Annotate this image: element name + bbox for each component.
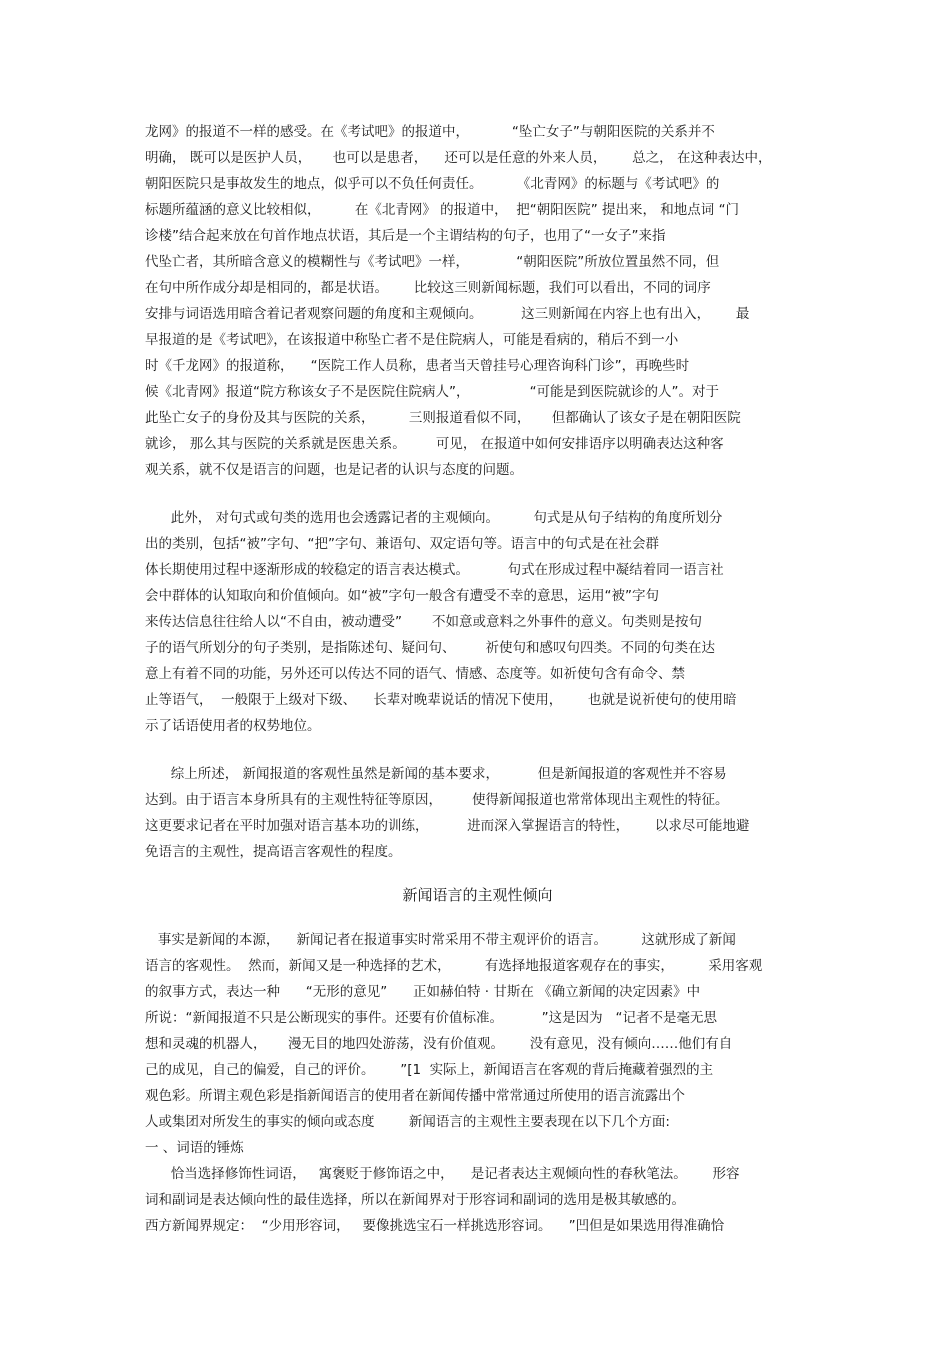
text-line: 观色彩。所谓主观色彩是指新闻语言的使用者在新闻传播中常常通过所使用的语言流露出个 <box>145 1088 685 1104</box>
text-line: 事实是新闻的本源， 新闻记者在报道事实时常采用不带主观评价的语言。 这就形成了新闻 <box>145 932 736 948</box>
text-line: 来传达信息往往给人以“不自由，被动遭受” 不如意或意料之外事件的意义。句类则是按句 <box>145 614 703 630</box>
text-line: 示了话语使用者的权势地位。 <box>145 718 321 734</box>
text-line: 龙网》的报道不一样的感受。在《考试吧》的报道中， “坠亡女子”与朝阳医院的关系并不 <box>145 124 715 140</box>
text-line: 候《北青网》报道“院方称该女子不是医院住院病人”， “可能是到医院就诊的人”。对于 <box>145 384 720 400</box>
text-line: 语言的客观性。 然而，新闻又是一种选择的艺术， 有选择地报道客观存在的事实， 采用客观 <box>145 958 763 974</box>
text-line: 此外， 对句式或句类的选用也会透露记者的主观倾向。 句式是从句子结构的角度所划分 <box>145 510 723 526</box>
text-line: 意上有着不同的功能，另外还可以传达不同的语气、情感、态度等。如祈使句含有命令、禁 <box>145 666 685 682</box>
text-line: 子的语气所划分的句子类别，是指陈述句、疑问句、 祈使句和感叹句四类。不同的句类在达 <box>145 640 716 656</box>
text-line: 想和灵魂的机器人， 漫无目的地四处游荡，没有价值观。 没有意见，没有倾向……他们有自 <box>145 1036 733 1052</box>
text-line: 的叙事方式，表达一种 “无形的意见” 正如赫伯特 · 甘斯在 《确立新闻的决定因素》中 <box>145 984 701 1000</box>
text-line: 词和副词是表达倾向性的最佳选择，所以在新闻界对于形容词和副词的选用是极其敏感的。 <box>145 1192 685 1208</box>
text-line: 朝阳医院只是事故发生的地点，似乎可以不负任何责任。 《北青网》的标题与《考试吧》的 <box>145 176 720 192</box>
text-line: 体长期使用过程中逐渐形成的较稳定的语言表达模式。 句式在形成过程中凝结着同一语言社 <box>145 562 724 578</box>
text-line: 己的成见，自己的偏爱，自己的评价。 ”[1 实际上，新闻语言在客观的背后掩藏着强烈的主 <box>145 1062 714 1078</box>
text-line: 在句中所作成分却是相同的，都是状语。 比较这三则新闻标题，我们可以看出，不同的词序 <box>145 280 711 296</box>
text-line: 安排与词语选用暗含着记者观察问题的角度和主观倾向。 这三则新闻在内容上也有出入， 最 <box>145 306 750 322</box>
text-line: 此坠亡女子的身份及其与医院的关系， 三则报道看似不同， 但都确认了该女子是在朝阳医院 <box>145 410 741 426</box>
text-line: 达到。由于语言本身所具有的主观性特征等原因， 使得新闻报道也常常体现出主观性的特征。 <box>145 792 729 808</box>
subheading: 一 、词语的锤炼 <box>145 1140 244 1156</box>
text-line: 恰当选择修饰性词语， 寓褒贬于修饰语之中， 是记者表达主观倾向性的春秋笔法。 形容 <box>145 1166 740 1182</box>
text-line: 就诊， 那么其与医院的关系就是医患关系。 可见， 在报道中如何安排语序以明确表达这种客 <box>145 436 724 452</box>
text-line: 止等语气， 一般限于上级对下级、 长辈对晚辈说话的情况下使用， 也就是说祈使句的使用暗 <box>145 692 737 708</box>
text-line: 免语言的主观性，提高语言客观性的程度。 <box>145 844 402 860</box>
text-line: 综上所述， 新闻报道的客观性虽然是新闻的基本要求， 但是新闻报道的客观性并不容易 <box>145 766 727 782</box>
text-line: 所说：“新闻报道不只是公断现实的事件。还要有价值标准。 ”这是因为 “记者不是毫无思 <box>145 1010 717 1026</box>
text-line: 观关系，就不仅是语言的问题，也是记者的认识与态度的问题。 <box>145 462 523 478</box>
text-line: 早报道的是《考试吧》，在该报道中称坠亡者不是住院病人，可能是看病的，稍后不到一小 <box>145 332 679 348</box>
text-line: 代坠亡者，其所暗含意义的模糊性与《考试吧》一样， “朝阳医院”所放位置虽然不同，但 <box>145 254 720 270</box>
text-line: 诊楼”结合起来放在句首作地点状语，其后是一个主谓结构的句子，也用了“一女子”来指 <box>145 228 666 244</box>
text-line: 出的类别，包括“被”字句、“把”字句、兼语句、双定语句等。语言中的句式是在社会群 <box>145 536 659 552</box>
text-line: 会中群体的认知取向和价值倾向。如“被”字句一般含有遭受不幸的意思，运用“被”字句 <box>145 588 659 604</box>
text-line: 西方新闻界规定： “少用形容词， 要像挑选宝石一样挑选形容词。 ”凹但是如果选用得准确恰 <box>145 1218 725 1234</box>
text-line: 人或集团对所发生的事实的倾向或态度 新闻语言的主观性主要表现在以下几个方面: <box>145 1114 670 1130</box>
text-line: 明确， 既可以是医护人员， 也可以是患者， 还可以是任意的外来人员， 总之， 在这种表达中， <box>145 150 772 166</box>
text-line: 标题所蕴涵的意义比较相似， 在《北青网》 的报道中， 把“朝阳医院” 提出来， 和地点词 “门 <box>145 202 740 218</box>
section-title: 新闻语言的主观性倾向 <box>402 886 553 904</box>
text-line: 这更要求记者在平时加强对语言基本功的训练， 进而深入掌握语言的特性， 以求尽可能地避 <box>145 818 750 834</box>
text-line: 时《千龙网》的报道称， “医院工作人员称，患者当天曾挂号心理咨询科门诊”，再晚些时 <box>145 358 690 374</box>
